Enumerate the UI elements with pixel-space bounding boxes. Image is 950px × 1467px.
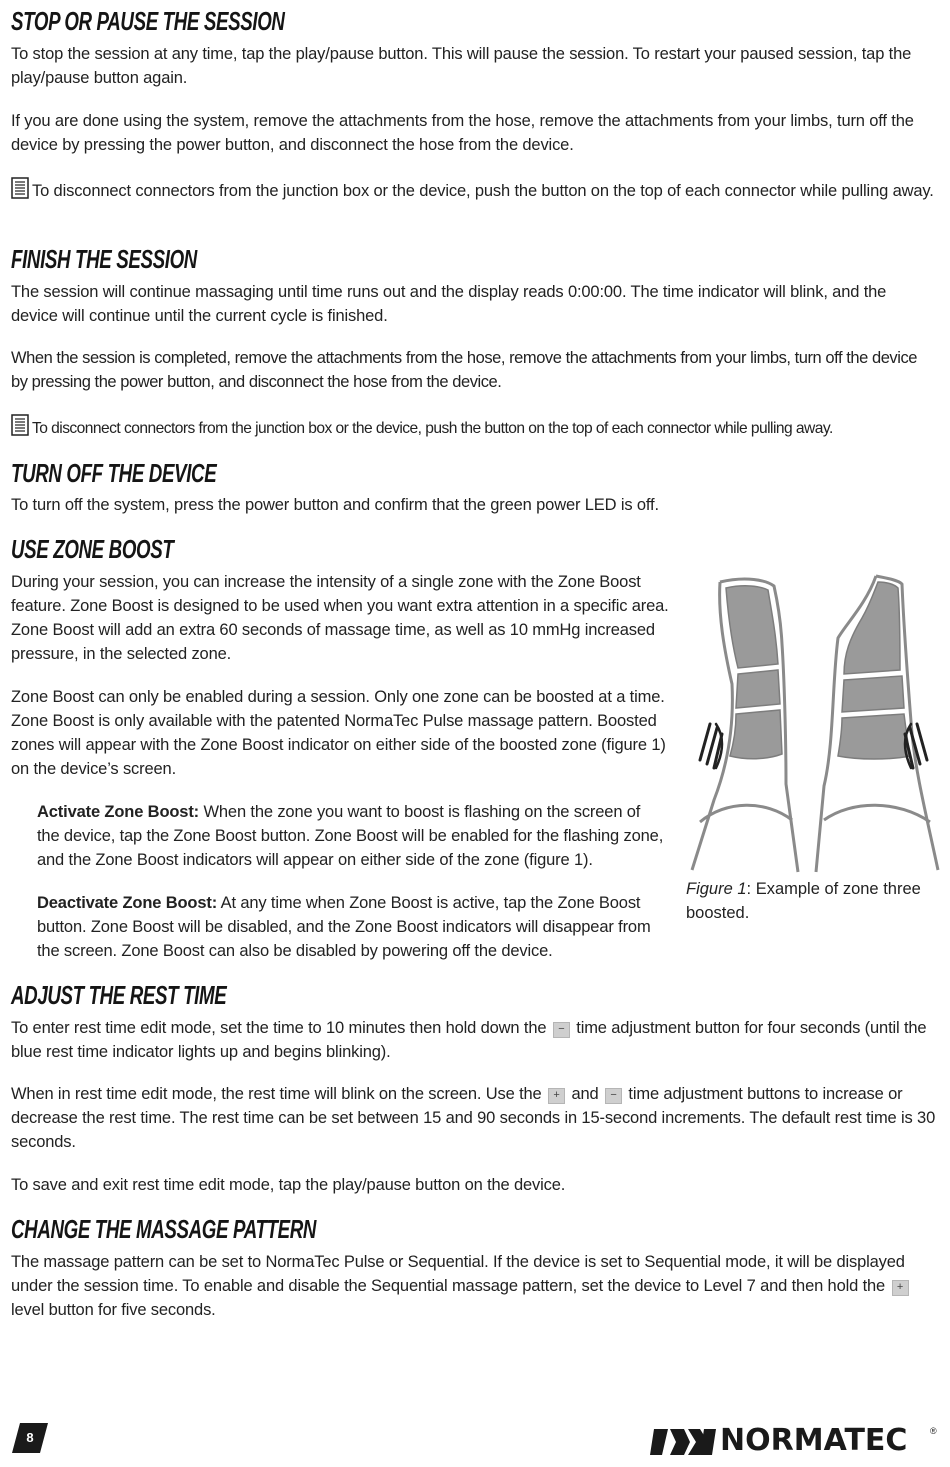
deactivate-zone-boost-paragraph — [37, 891, 667, 963]
minus-button-icon: − — [605, 1088, 622, 1104]
note-icon — [11, 414, 29, 436]
paragraph: The session will continue massaging until time runs out and the display reads 0:00:00. The time indicator will blink, and the device will continue until the current cycle is finished. — [11, 283, 887, 325]
zone-boost-figure — [686, 574, 941, 874]
brand-wordmark: NORMATEC — [720, 1423, 908, 1458]
note-icon — [11, 177, 29, 199]
deactivate-text: At any time when Zone Boost is active, tap the Zone Boost button. Zone Boost will be disabled, and the Zone Boost indicators will disappear from the screen. Zone Boost can also be disabled by powering off the device. — [37, 894, 651, 960]
paragraph: To save and exit rest time edit mode, tap the play/pause button on the device. — [11, 1176, 566, 1194]
note-paragraph — [11, 414, 936, 441]
text-run: When in rest time edit mode, the rest time will blink on the screen. Use the — [11, 1085, 547, 1103]
activate-text: When the zone you want to boost is flashing on the screen of the device, tap the Zone Boost button. Zone Boost will be enabled for the flashing zone, and the Zone Boost indicators will appear on either side of the zone (figure 1). — [37, 803, 664, 869]
note-text: To disconnect connectors from the junction box or the device, push the button on the top of each connector while pulling away. — [32, 420, 833, 437]
page-number: 8 — [26, 1430, 34, 1445]
paragraph: When the session is completed, remove the attachments from the hose, remove the attachments from your limbs, turn off the device by pressing the power button, and disconnect the hose from the device. — [11, 349, 917, 391]
section-heading: USE ZONE BOOST — [11, 534, 174, 564]
logo-chevrons-icon — [650, 1429, 718, 1455]
text-run: The massage pattern can be set to NormaTec Pulse or Sequential. If the device is set to Sequential mode, it will be displayed under the session time. To enable and disable the Sequential massage pattern, set the device to Level 7 and then hold the — [11, 1253, 905, 1295]
section-heading: ADJUST THE REST TIME — [11, 980, 227, 1010]
text-run: time adjustment buttons to increase or decrease the rest time. The rest time can be set between 15 and 90 seconds in 15-second increments. The default rest time is 30 seconds. — [11, 1085, 936, 1151]
deactivate-label: Deactivate Zone Boost: — [37, 894, 218, 912]
note-text: To disconnect connectors from the junction box or the device, push the button on the top of each connector while pulling away. — [32, 182, 934, 200]
figure-caption — [686, 877, 936, 925]
paragraph: During your session, you can increase the intensity of a single zone with the Zone Boost feature. Zone Boost is designed to be used when you want extra attention in a specific area. Zone Boost will add an extra 60 seconds of massage time, as well as 10 mmHg increased pressure, in the selected zone. — [11, 573, 669, 663]
text-run: To enter rest time edit mode, set the time to 10 minutes then hold down the — [11, 1019, 551, 1037]
figure-caption-text: : Example of zone three boosted. — [686, 880, 921, 922]
paragraph: Zone Boost can only be enabled during a session. Only one zone can be boosted at a time. Zone Boost is only available with the patented NormaTec Pulse massage pattern. Boosted zones will appear with the Zone Boost indicator on either side of the boosted zone (figure 1) on the device’s screen. — [11, 688, 666, 778]
page-number-badge — [12, 1423, 48, 1453]
activate-zone-boost-paragraph — [37, 800, 667, 872]
paragraph: If you are done using the system, remove the attachments from the hose, remove the attachments from your limbs, turn off the device by pressing the power button, and disconnect the hose from the device. — [11, 112, 914, 154]
minus-button-icon: − — [553, 1022, 570, 1038]
text-run: and — [567, 1085, 603, 1103]
paragraph — [11, 1082, 936, 1154]
section-heading: CHANGE THE MASSAGE PATTERN — [11, 1214, 317, 1244]
normatec-logo — [650, 1423, 940, 1458]
text-run: level button for five seconds. — [11, 1301, 216, 1319]
paragraph: To stop the session at any time, tap the play/pause button. This will pause the session. To restart your paused session, tap the play/pause button again. — [11, 45, 912, 87]
section-heading: STOP OR PAUSE THE SESSION — [11, 6, 285, 36]
paragraph — [11, 1016, 936, 1064]
registered-mark: ® — [930, 1426, 937, 1436]
paragraph: To turn off the system, press the power button and confirm that the green power LED is off. — [11, 496, 659, 514]
activate-label: Activate Zone Boost: — [37, 803, 200, 821]
note-paragraph — [11, 177, 936, 203]
text-run: time adjustment button for four seconds (until the blue rest time indicator lights up and begins blinking). — [11, 1019, 927, 1061]
plus-button-icon: + — [548, 1088, 565, 1104]
plus-button-icon: + — [892, 1280, 909, 1296]
paragraph — [11, 1250, 936, 1322]
figure-label: Figure 1 — [686, 880, 747, 898]
section-heading: FINISH THE SESSION — [11, 244, 197, 274]
section-heading: TURN OFF THE DEVICE — [11, 458, 217, 488]
